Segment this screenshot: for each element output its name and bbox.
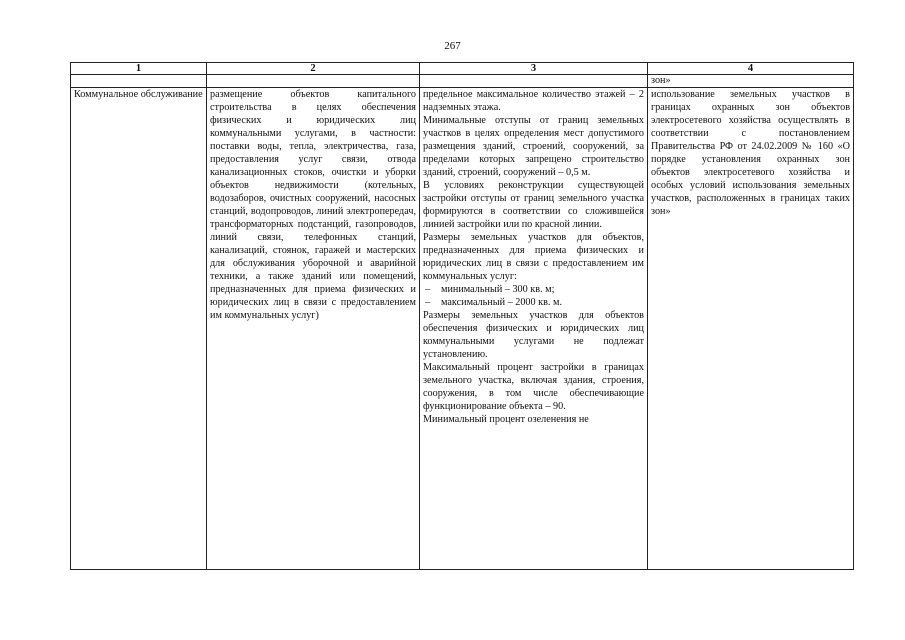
land-use-type: Коммунальное обслуживание <box>71 88 207 570</box>
cont-cell-4: зон» <box>648 75 854 88</box>
header-col-2: 2 <box>207 63 420 75</box>
table-header-row <box>71 63 854 75</box>
param-reconstruction: В условиях реконструкции существующей застройки отступы от границ земельного участка формируются в соответствии со сложившейся линией застройки или по красной линии. <box>423 180 644 230</box>
page-number: 267 <box>444 40 461 52</box>
header-col-3: 3 <box>420 63 648 75</box>
param-coverage: Максимальный процент застройки в границах земельного участка, включая здания, строения, сооружения, в том числе обеспечивающие функционирование объекта – 90. <box>423 362 644 412</box>
param-floors: предельное максимальное количество этажей – 2 надземных этажа. <box>423 89 644 113</box>
param-setbacks: Минимальные отступы от границ земельных участков в целях определения мест допустимого размещения зданий, строений, сооружений, за пределами которых запрещено строительство зданий, строений, сооружений – 0,5 м. <box>423 115 644 178</box>
param-no-limits: Размеры земельных участков для объектов обеспечения физических и юридических лиц коммунальными услугами не подлежат установлению. <box>423 310 644 360</box>
parameters-cell <box>420 88 648 570</box>
cont-cell-1 <box>71 75 207 88</box>
header-col-4: 4 <box>648 63 854 75</box>
param-plot-sizes: Размеры земельных участков для объектов, предназначенных для приема физических и юридических лиц в связи с предоставлением им коммунальных услуг: <box>423 232 644 282</box>
list-item: – минимальный – 300 кв. м; <box>425 284 555 295</box>
table-row <box>71 88 854 570</box>
cont-cell-3 <box>420 75 648 88</box>
land-use-description: размещение объектов капитального строительства в целях обеспечения физических и юридических лиц коммунальными услугами, в частности: поставки воды, тепла, электричества, газа, предоставления услуг связи, отвода канализационных стоков, очистки и уборки объектов недвижимости (котельных, водозаборов, очистных сооружений, насосных станций, водопроводов, линий электропередач, трансформаторных подстанций, газопроводов, линий связи, телефонных станций, канализаций, стоянок, гаражей и мастерских для обслуживания уборочной и аварийной техники, а также зданий или помещений, предназначенных для приема физических и юридических лиц в связи с предоставлением им коммунальных услуг) <box>207 88 420 570</box>
continuation-row <box>71 75 854 88</box>
list-item: – максимальный – 2000 кв. м. <box>425 297 562 308</box>
cont-cell-2 <box>207 75 420 88</box>
param-greening: Минимальный процент озеленения не <box>423 414 589 425</box>
min-size: минимальный – 300 кв. м; <box>441 284 555 295</box>
restrictions-cell: использование земельных участков в границах охранных зон объектов электросетевого хозяйства осуществлять в соответствии с постановлением Правительства РФ от 24.02.2009 № 160 «О порядке установления охранных зон объектов электросетевого хозяйства и особых условий использования земельных участков, расположенных в границах таких зон» <box>648 88 854 570</box>
zoning-table <box>70 62 854 570</box>
header-col-1: 1 <box>71 63 207 75</box>
max-size: максимальный – 2000 кв. м. <box>441 297 562 308</box>
